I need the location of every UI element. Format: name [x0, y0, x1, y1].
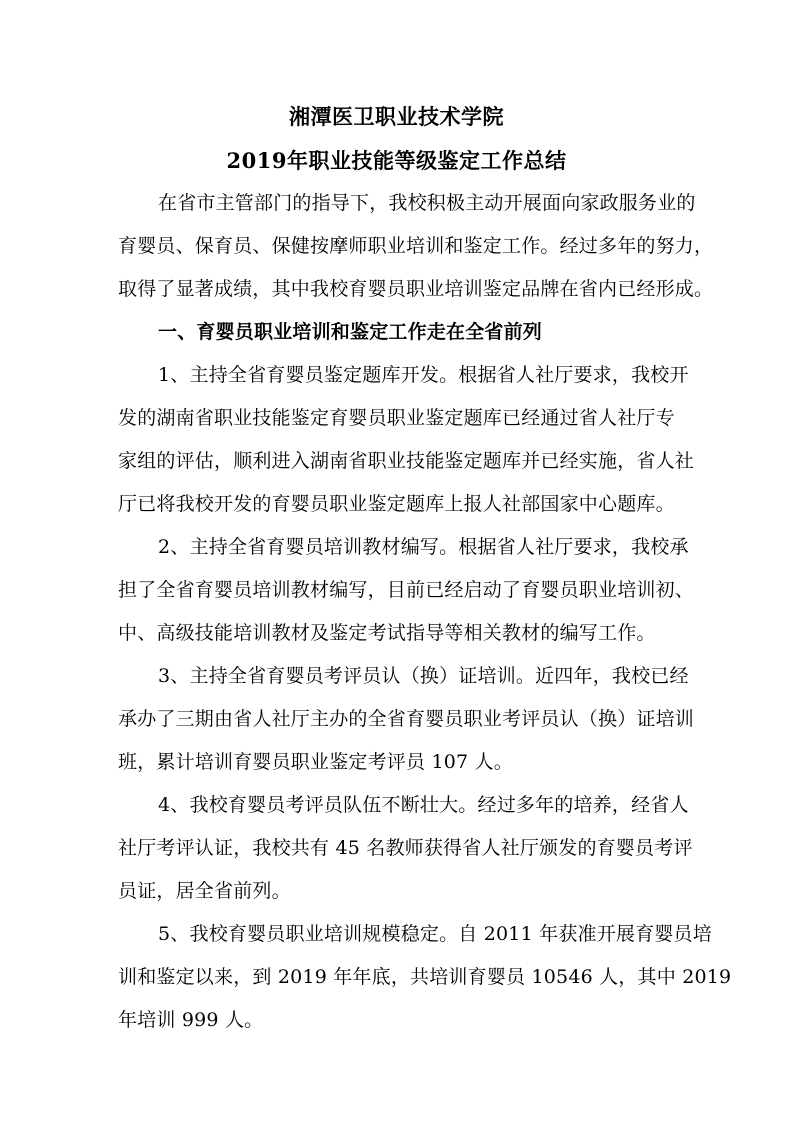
intro-line-1: 在省市主管部门的指导下，我校积极主动开展面向家政服务业的: [158, 192, 696, 214]
item-2-line-3: 中、高级技能培训教材及鉴定考试指导等相关教材的编写工作。: [118, 622, 656, 644]
item-3-line-1: 3、主持全省育婴员考评员认（换）证培训。近四年，我校已经: [158, 665, 689, 687]
item-3-line-2: 承办了三期由省人社厅主办的全省育婴员职业考评员认（换）证培训: [118, 708, 695, 730]
item-1-line-3: 家组的评估，顺利进入湖南省职业技能鉴定题库并已经实施，省人社: [118, 450, 695, 472]
section-1-heading: 一、育婴员职业培训和鉴定工作走在全省前列: [158, 321, 543, 343]
item-4-line-1: 4、我校育婴员考评员队伍不断壮大。经过多年的培养，经省人: [158, 794, 689, 816]
item-4-line-2: 社厅考评认证，我校共有 45 名教师获得省人社厅颁发的育婴员考评: [118, 837, 693, 859]
item-1-line-1: 1、主持全省育婴员鉴定题库开发。根据省人社厅要求，我校开: [158, 364, 689, 386]
intro-line-3: 取得了显著成绩，其中我校育婴员职业培训鉴定品牌在省内已经形成。: [118, 278, 714, 300]
item-5-line-1: 5、我校育婴员职业培训规模稳定。自 2011 年获准开展育婴员培: [158, 923, 712, 945]
item-1-line-2: 发的湖南省职业技能鉴定育婴员职业鉴定题库已经通过省人社厅专: [118, 407, 675, 429]
item-4-line-3: 员证，居全省前列。: [118, 880, 291, 902]
item-3-line-3: 班，累计培训育婴员职业鉴定考评员 107 人。: [118, 751, 513, 773]
intro-line-2: 育婴员、保育员、保健按摩师职业培训和鉴定工作。经过多年的努力，: [118, 235, 714, 257]
item-5-line-2: 训和鉴定以来，到 2019 年年底，共培训育婴员 10546 人，其中 2019: [118, 966, 732, 988]
item-2-line-2: 担了全省育婴员培训教材编写，目前已经启动了育婴员职业培训初、: [118, 579, 695, 601]
document-title: 湘潭医卫职业技术学院: [289, 104, 504, 129]
item-2-line-1: 2、主持全省育婴员培训教材编写。根据省人社厅要求，我校承: [158, 536, 689, 558]
item-5-line-3: 年培训 999 人。: [118, 1009, 264, 1031]
item-1-line-4: 厅已将我校开发的育婴员职业鉴定题库上报人社部国家中心题库。: [118, 493, 675, 515]
document-subtitle: 2019年职业技能等级鉴定工作总结: [226, 148, 567, 173]
